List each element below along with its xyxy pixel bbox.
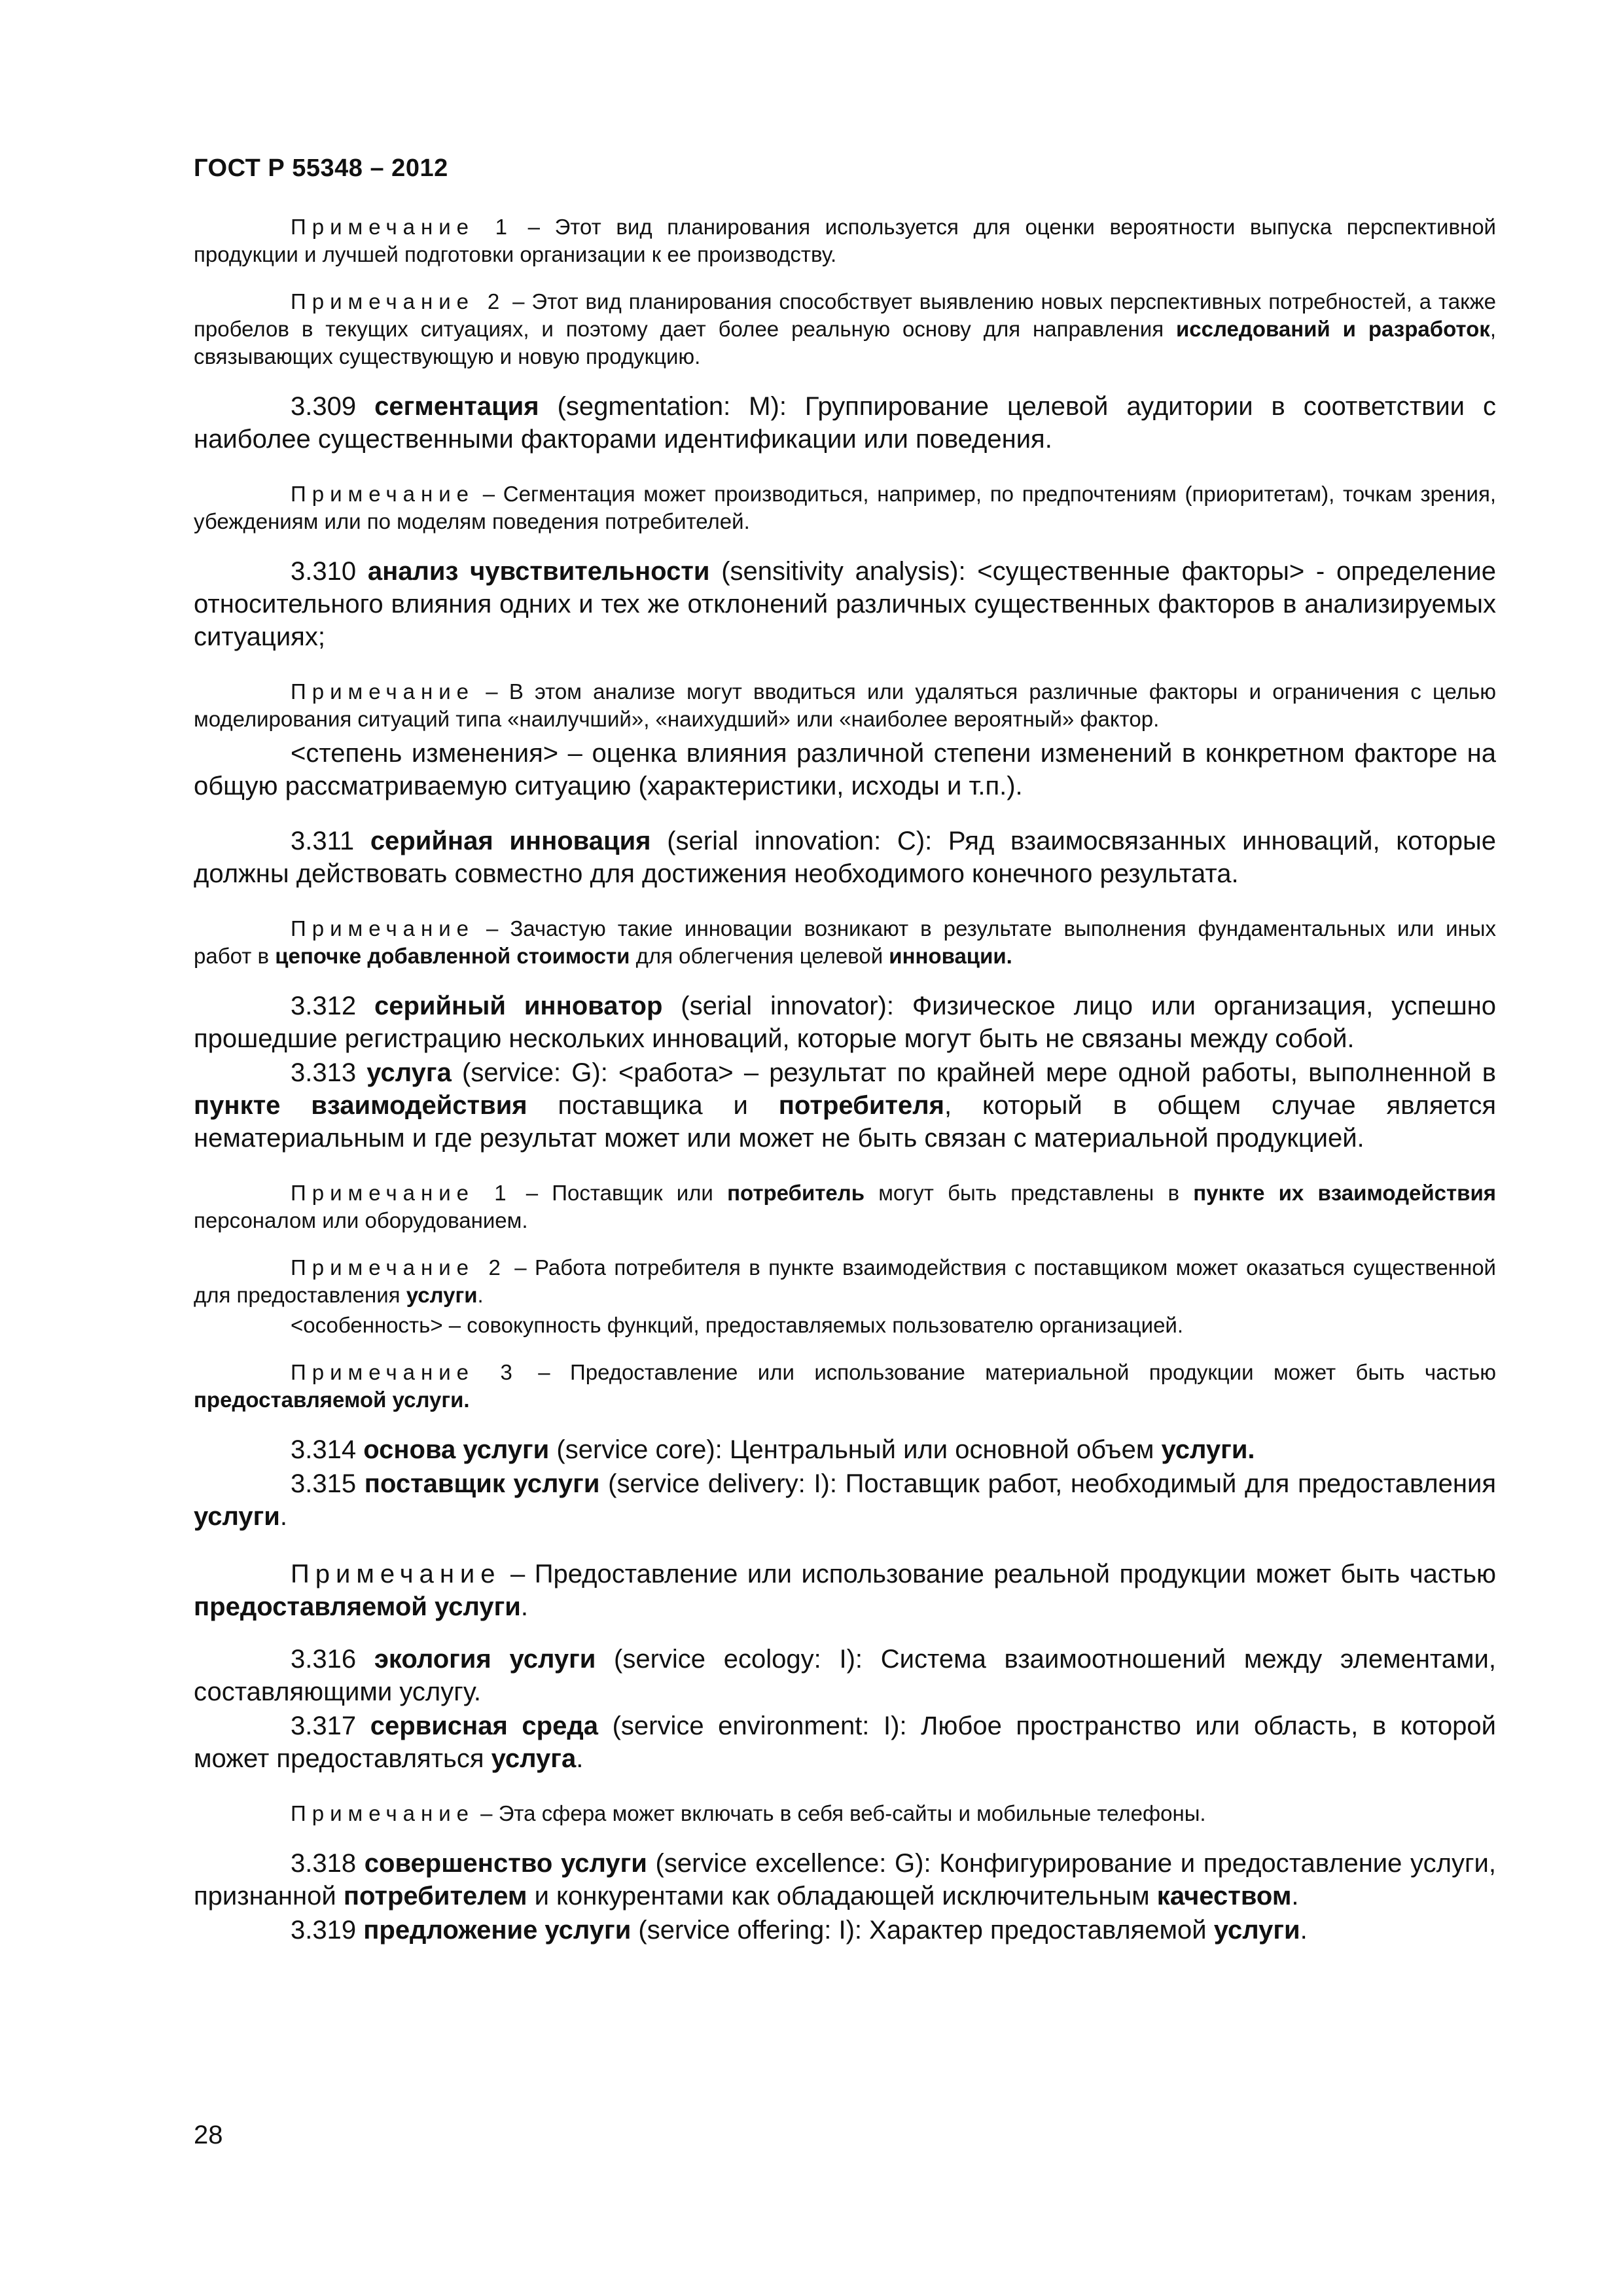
bold-term-reference: исследований и разработок <box>1176 317 1490 341</box>
bold-term-reference: услуги <box>194 1502 280 1531</box>
text-run: (service: G): <работа> – результат по крайней мере одной работы, выполненной в <box>451 1058 1496 1087</box>
term-name: серийная инновация <box>370 827 651 855</box>
document-header: ГОСТ Р 55348 – 2012 <box>194 154 448 182</box>
term-name: предложение услуги <box>363 1916 632 1945</box>
note-paragraph <box>194 1179 1496 1234</box>
note-paragraph <box>194 480 1496 535</box>
term-name: услуга <box>366 1058 452 1087</box>
text-run: (serial innovation: C): Ряд взаимосвязанных инноваций, которые должны действовать совместно для достижения необходимого конечного результата. <box>194 827 1496 888</box>
term-entry <box>194 390 1496 456</box>
text-run: могут быть представлены в <box>865 1181 1194 1205</box>
term-name: основа услуги <box>363 1435 550 1464</box>
note-paragraph <box>194 1359 1496 1414</box>
term-number: 3.310 <box>291 557 368 586</box>
text-run: , связывающих существующую и новую продукцию. <box>194 317 1496 368</box>
text-run: (service environment: I): Любое пространство или область, в которой может предоставляться <box>194 1712 1496 1773</box>
note-lead: Примечание <box>291 916 475 941</box>
term-number: 3.315 <box>291 1469 365 1498</box>
text-run: . <box>477 1283 484 1307</box>
bold-term-reference: потребителя <box>778 1091 944 1120</box>
term-name: сегментация <box>374 392 539 421</box>
bold-term-reference: потребителем <box>343 1882 527 1910</box>
term-name: анализ чувствительности <box>367 557 710 586</box>
bold-term-reference: услуга <box>491 1744 577 1773</box>
term-entry <box>194 1643 1496 1708</box>
note-paragraph <box>194 213 1496 268</box>
term-entry <box>194 555 1496 653</box>
document-body <box>194 213 1496 1971</box>
text-run: . <box>279 1502 287 1531</box>
term-entry <box>194 990 1496 1055</box>
term-number: 3.312 <box>291 992 374 1020</box>
bold-term-reference: цепочке добавленной стоимости <box>275 944 630 968</box>
term-name: совершенство услуги <box>364 1849 647 1878</box>
note-lead: Примечание <box>291 1560 501 1588</box>
text-run: . <box>520 1592 528 1621</box>
term-entry <box>194 1467 1496 1533</box>
text-run: – Этот вид планирования способствует выявлению новых перспективных потребностей, а также пробелов в текущих ситуациях, и поэтому дает более реальную основу для направления <box>194 289 1497 341</box>
note-lead: Примечание 3 <box>291 1360 518 1384</box>
term-number: 3.318 <box>291 1849 365 1878</box>
page-number: 28 <box>194 2121 223 2149</box>
bold-term-reference: качеством <box>1156 1882 1292 1910</box>
term-name: экология услуги <box>374 1645 596 1674</box>
note-lead: Примечание <box>291 482 475 506</box>
text-run: (service excellence: G): Конфигурирование и предоставление услуги, признанной <box>194 1849 1496 1910</box>
note-lead: Примечание <box>291 1801 475 1825</box>
term-number: 3.309 <box>291 392 375 421</box>
bold-term-reference: услуги <box>406 1283 478 1307</box>
text-run: – Зачастую такие инновации возникают в результате выполнения фундаментальных или иных работ в <box>194 916 1496 968</box>
note-lead: Примечание 1 <box>291 1181 512 1205</box>
text-run: персоналом или оборудованием. <box>194 1208 528 1232</box>
text-run: , который в общем случае является нематериальным и где результат может или может не быть связан с материальной продукцией. <box>194 1091 1496 1153</box>
note-lead: Примечание 2 <box>291 1255 507 1280</box>
bold-term-reference: инновации. <box>889 944 1012 968</box>
text-run: и конкурентами как обладающей исключительным <box>527 1882 1157 1910</box>
sub-definition-text: <степень изменения> – оценка влияния различной степени изменений в конкретном факторе на общую рассматриваемую ситуацию (характеристики, исходы и т.п.). <box>194 739 1496 800</box>
text-run: . <box>576 1744 584 1773</box>
term-number: 3.319 <box>291 1916 364 1945</box>
note-paragraph <box>194 678 1496 733</box>
text-run: – Эта сфера может включать в себя веб-сайты и мобильные телефоны. <box>474 1801 1206 1825</box>
note-lead: Примечание 1 <box>291 215 513 239</box>
text-run: (service offering: I): Характер предоставляемой <box>631 1916 1214 1945</box>
note-paragraph <box>194 1558 1496 1623</box>
note-paragraph <box>194 1800 1496 1827</box>
text-run: . <box>1291 1882 1299 1910</box>
term-number: 3.317 <box>291 1712 370 1740</box>
note-paragraph <box>194 1254 1496 1309</box>
text-run: – Предоставление или использование материальной продукции может быть частью <box>518 1360 1497 1384</box>
text-run: – Сегментация может производиться, например, по предпочтениям (приоритетам), точкам зрения, убеждениям или по моделям поведения потребителей. <box>194 482 1496 533</box>
term-number: 3.316 <box>291 1645 374 1674</box>
bold-term-reference: услуги. <box>1161 1435 1255 1464</box>
term-name: сервисная среда <box>370 1712 598 1740</box>
term-name: серийный инноватор <box>374 992 663 1020</box>
bold-term-reference: потребитель <box>727 1181 865 1205</box>
text-run: . <box>1300 1916 1308 1945</box>
note-continuation-text: <особенность> – совокупность функций, предоставляемых пользователю организацией. <box>291 1313 1184 1337</box>
term-number: 3.314 <box>291 1435 364 1464</box>
text-run: – Этот вид планирования используется для оценки вероятности выпуска перспективной продукции и лучшей подготовки организации к ее производству. <box>194 215 1496 266</box>
text-run: (service delivery: I): Поставщик работ, необходимый для предоставления <box>599 1469 1496 1498</box>
note-paragraph <box>194 915 1496 970</box>
text-run: – В этом анализе могут вводиться или удаляться различные факторы и ограничения с целью моделирования ситуаций типа «наилучший», «наихудший» или «наиболее вероятный» фактор. <box>194 679 1496 731</box>
note-paragraph <box>194 288 1496 370</box>
text-run: (service core): Центральный или основной объем <box>549 1435 1162 1464</box>
text-run: – Предоставление или использование реальной продукции может быть частью <box>501 1560 1496 1588</box>
note-lead: Примечание <box>291 679 475 704</box>
bold-term-reference: предоставляемой услуги. <box>194 1388 470 1412</box>
term-entry <box>194 1710 1496 1775</box>
bold-term-reference: предоставляемой услуги <box>194 1592 521 1621</box>
term-entry <box>194 825 1496 890</box>
text-run: (segmentation: M): Группирование целевой аудитории в соответствии с наиболее существенными факторами идентификации или поведения. <box>194 392 1496 454</box>
note-continuation <box>194 1312 1496 1339</box>
bold-term-reference: пункте их взаимодействия <box>1193 1181 1496 1205</box>
text-run: – Работа потребителя в пункте взаимодействия с поставщиком может оказаться существенной для предоставления <box>194 1255 1496 1307</box>
text-run: (sensitivity analysis): <существенные факторы> - определение относительного влияния одних и тех же отклонений различных существенных факторов в анализируемых ситуациях; <box>194 557 1497 651</box>
term-entry <box>194 1433 1496 1466</box>
term-number: 3.311 <box>291 827 370 855</box>
note-lead: Примечание 2 <box>291 289 506 314</box>
text-run: для облегчения целевой <box>630 944 889 968</box>
term-number: 3.313 <box>291 1058 367 1087</box>
sub-definition <box>194 737 1496 802</box>
text-run: поставщика и <box>527 1091 779 1120</box>
text-run: (service ecology: I): Система взаимоотношений между элементами, составляющими услугу. <box>194 1645 1496 1706</box>
bold-term-reference: пункте взаимодействия <box>194 1091 527 1120</box>
term-entry <box>194 1847 1496 1912</box>
term-name: поставщик услуги <box>364 1469 600 1498</box>
term-entry <box>194 1914 1496 1946</box>
text-run: – Поставщик или <box>512 1181 728 1205</box>
term-entry <box>194 1056 1496 1155</box>
text-run: (serial innovator): Физическое лицо или организация, успешно прошедшие регистрацию нескольких инноваций, которые могут быть не связаны между собой. <box>194 992 1496 1053</box>
bold-term-reference: услуги <box>1213 1916 1300 1945</box>
